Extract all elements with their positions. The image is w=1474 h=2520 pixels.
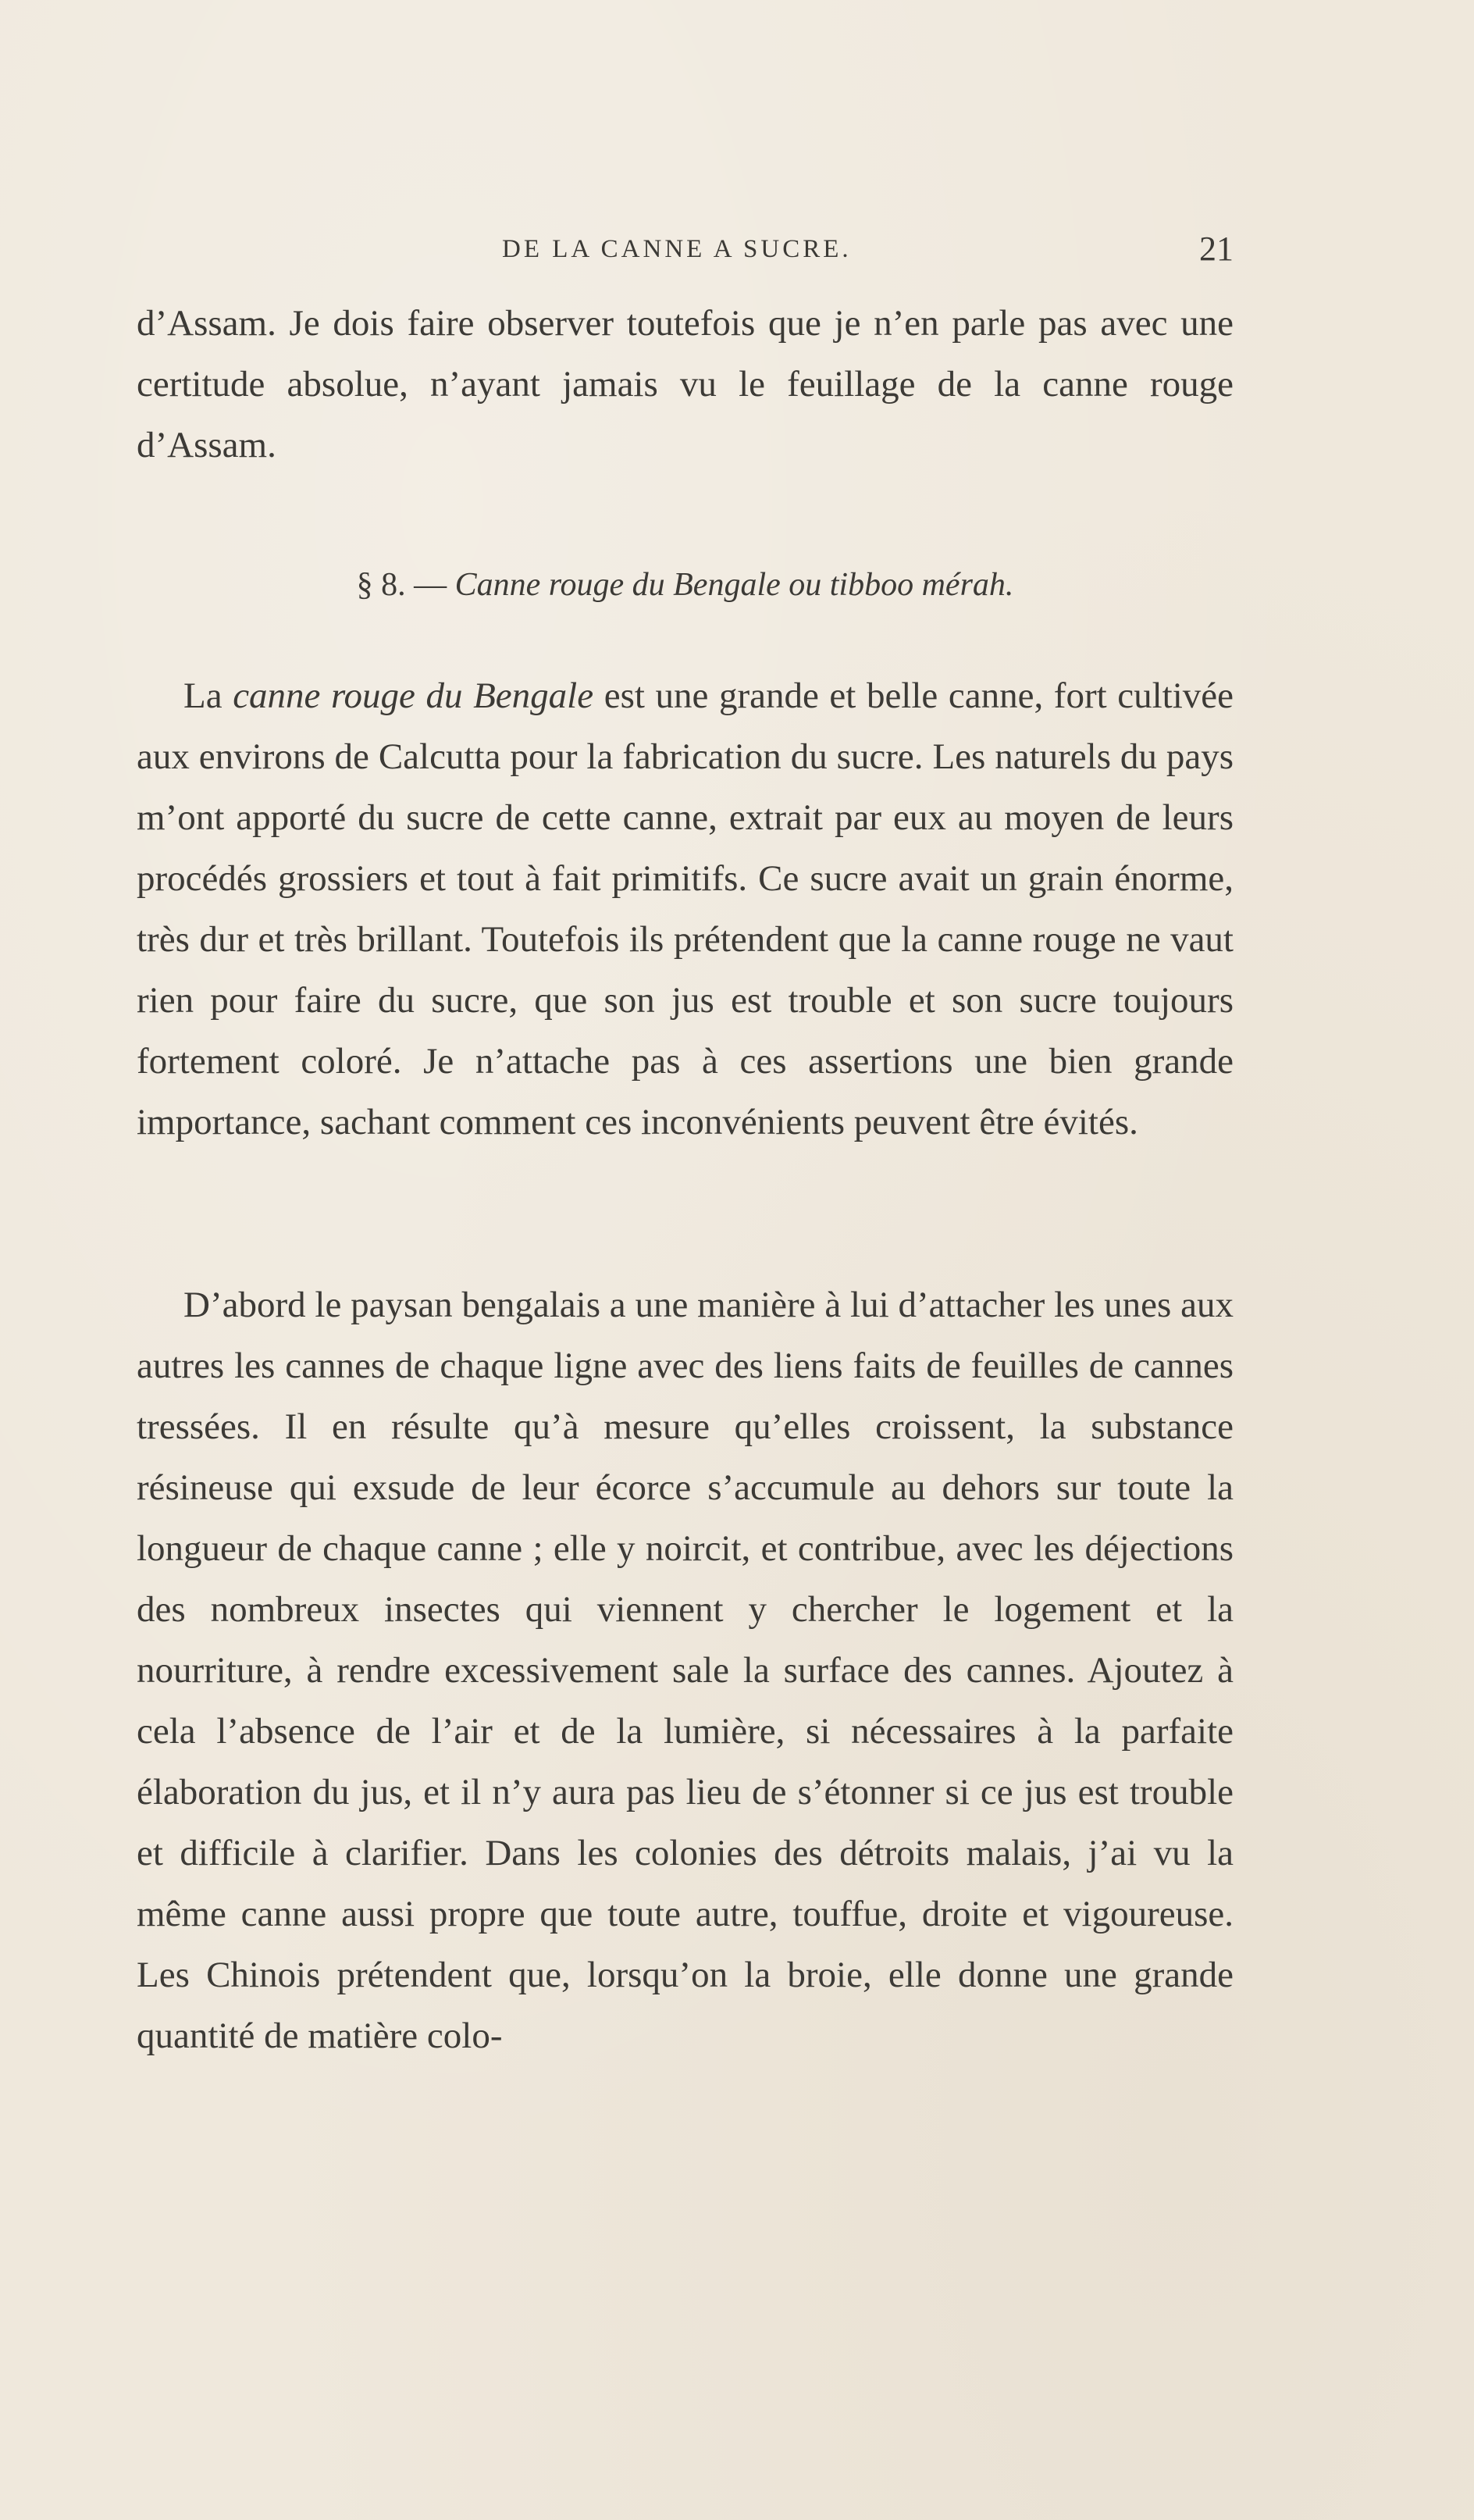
paragraph-3 [137, 1274, 1234, 2066]
page-number: 21 [1199, 230, 1234, 268]
paragraph-2 [137, 665, 1234, 1153]
section-heading [137, 566, 1234, 604]
running-title: DE LA CANNE A SUCRE. [502, 235, 852, 263]
paragraph-2-text [137, 665, 1234, 1153]
paragraph-2-emphasis: canne rouge du Bengale [233, 675, 594, 716]
paragraph-3-text: D’abord le paysan bengalais a une manière à lui d’attacher les unes aux autres les cannes de chaque ligne avec des liens faits de feuilles de cannes tressées. Il en résulte qu’à mesure qu’elles croissent, la substance résineuse qui exsude de leur écorce s’accumule au dehors sur toute la longueur de chaque canne ; elle y noircit, et contribue, avec les déjections des nombreux insectes qui viennent y chercher le logement et la nourriture, à rendre excessivement sale la surface des cannes. Ajoutez à cela l’absence de l’air et de la lumière, si nécessaires à la parfaite élaboration du jus, et il n’y aura pas lieu de s’étonner si ce jus est trouble et difficile à clarifier. Dans les colonies des détroits malais, j’ai vu la même canne aussi propre que toute autre, touffue, droite et vigoureuse. Les Chinois prétendent que, lorsqu’on la broie, elle donne une grande quantité de matière colo- [137, 1285, 1234, 2056]
paragraph-continuation [137, 293, 1234, 476]
section-number: § 8. — [356, 567, 447, 603]
paragraph-1-text: d’Assam. Je dois faire observer toutefois que je n’en parle pas avec une certitude absolue, n’ayant jamais vu le feuillage de la canne rouge d’Assam. [137, 303, 1234, 465]
section-title: Canne rouge du Bengale ou tibboo mérah. [454, 567, 1014, 603]
page-header [137, 221, 1234, 276]
paragraph-2-rest: est une grande et belle canne, fort cultivée aux environs de Calcutta pour la fabrication du sucre. Les naturels du pays m’ont apporté du sucre de cette canne, extrait par eux au moyen de leurs procédés grossiers et tout à fait primitifs. Ce sucre avait un grain énorme, très dur et très brillant. Toutefois ils prétendent que la canne rouge ne vaut rien pour faire du sucre, que son jus est trouble et son sucre toujours fortement coloré. Je n’attache pas à ces assertions une bien grande importance, sachant comment ces inconvénients peuvent être évités. [137, 675, 1234, 1142]
paragraph-2-lead: La [183, 675, 223, 716]
